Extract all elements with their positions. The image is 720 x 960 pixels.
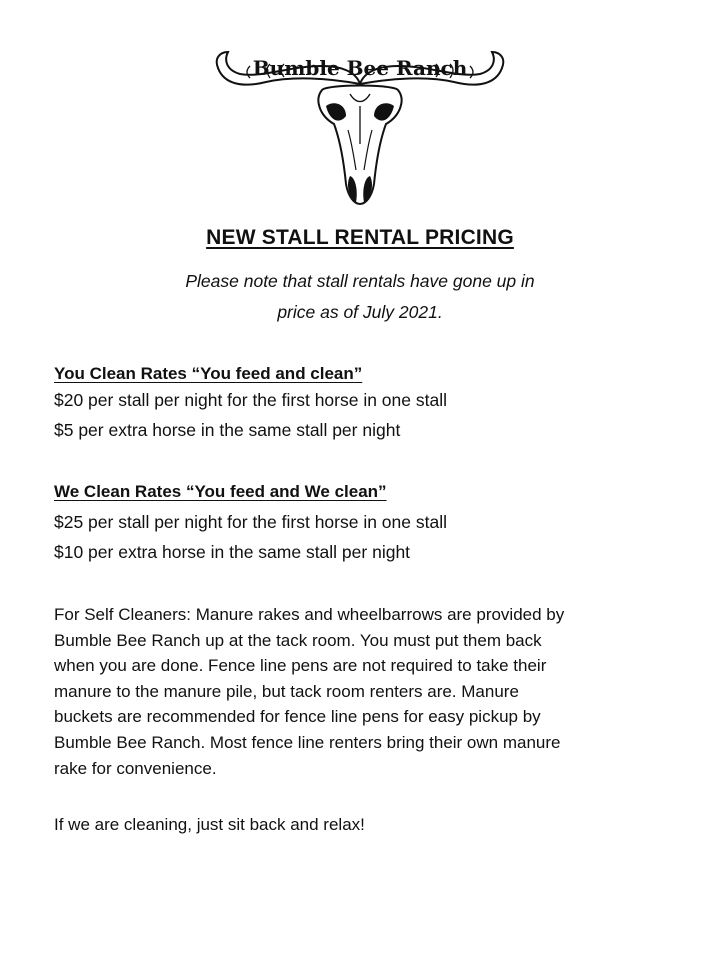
paragraph-line: buckets are recommended for fence line pens for easy pickup by [54,707,541,727]
paragraph-line: Bumble Bee Ranch. Most fence line renters bring their own manure [54,732,561,752]
logo-text: Bumble Bee Ranch [252,56,468,80]
self-cleaners-paragraph [54,602,654,781]
we-clean-rate-first-horse: $25 per stall per night for the first horse in one stall [54,512,447,532]
paragraph-line: For Self Cleaners: Manure rakes and wheelbarrows are provided by [54,605,565,624]
paragraph-line: Bumble Bee Ranch up at the tack room. You must put them back [54,630,542,650]
we-clean-rate-extra-horse: $10 per extra horse in the same stall per night [54,542,411,562]
paragraph-line: manure to the manure pile, but tack room renters are. Manure [54,681,519,701]
ranch-logo [210,44,510,209]
you-clean-heading: You Clean Rates “You feed and clean” [54,364,363,383]
price-notice-line-2: price as of July 2021. [277,302,443,322]
longhorn-skull-icon [210,44,510,209]
you-clean-rate-first-horse: $20 per stall per night for the first horse in one stall [54,390,447,410]
closing-line: If we are cleaning, just sit back and relax! [54,815,365,834]
paragraph-line: when you are done. Fence line pens are not required to take their [54,656,547,676]
you-clean-rate-extra-horse: $5 per extra horse in the same stall per night [54,420,401,440]
page-title: NEW STALL RENTAL PRICING [206,226,514,249]
price-notice-line-1: Please note that stall rentals have gone up in [185,271,535,291]
we-clean-heading: We Clean Rates “You feed and We clean” [54,482,387,501]
paragraph-line: rake for convenience. [54,758,217,778]
